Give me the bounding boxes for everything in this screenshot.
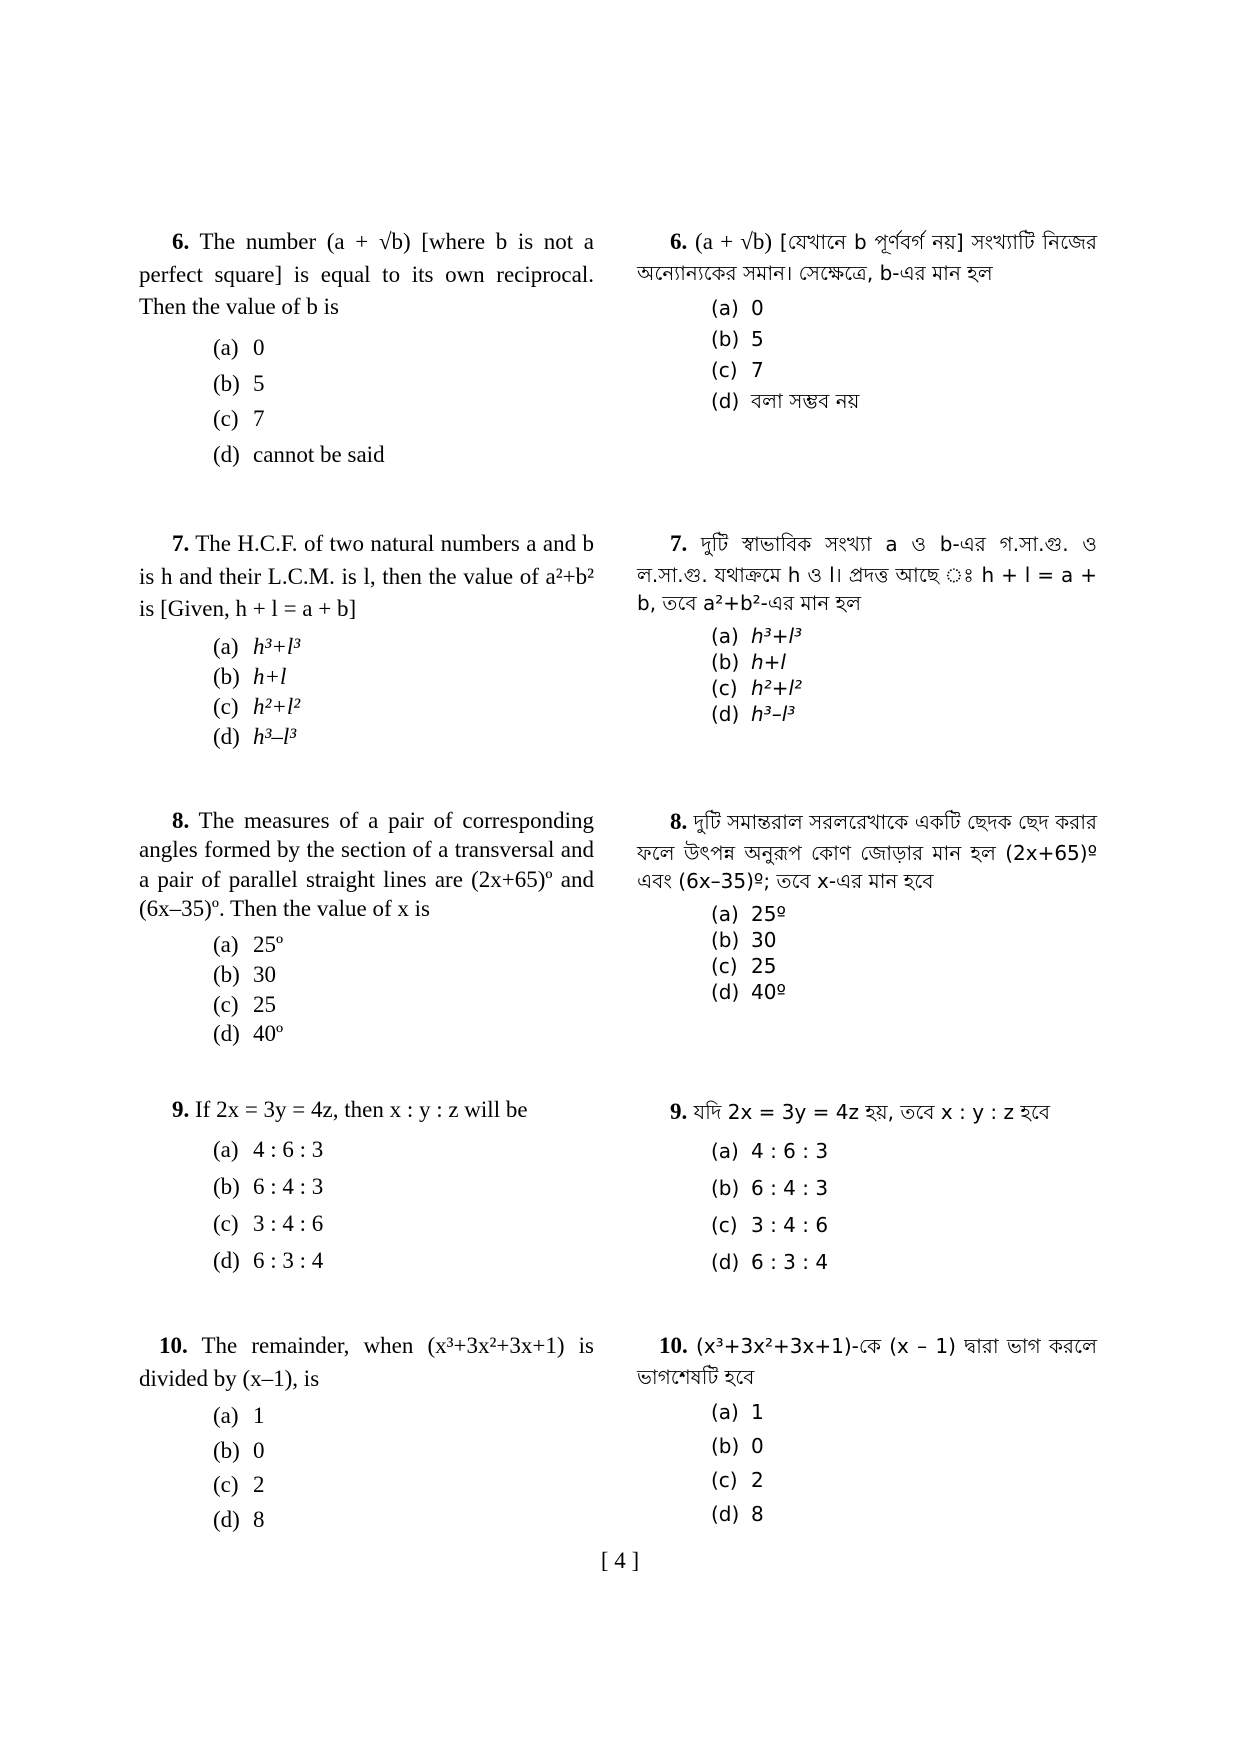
option: (a) 4 : 6 : 3 [711, 1138, 829, 1163]
options-list [213, 330, 594, 473]
option: (b) h+l [213, 663, 287, 689]
question-7-english [139, 528, 594, 752]
question-8-bengali-stem: 8. দুটি সমান্তরাল সরলরেখাকে একটি ছেদক ছেদ করার ফলে উৎপন্ন অনুরূপ কোণ জোড়ার মান হল (2x+65)º এবং (6x–35)º; তবে x-এর মান হবে [637, 809, 1097, 894]
question-number: 7. [172, 531, 190, 556]
option: (a) h³+l³ [213, 633, 301, 659]
option: (c) 3 : 4 : 6 [213, 1211, 324, 1237]
question-number: 8. [670, 809, 688, 834]
option: (d) 40º [213, 1021, 284, 1047]
question-7-bengali-stem: 7. দুটি স্বাভাবিক সংখ্যা a ও b-এর গ.সা.গু. ও ল.সা.গু. যথাক্রমে h ও l। প্রদত্ত আছে ঃ h + l = a + b, তবে a²+b²-এর মান হল [637, 531, 1097, 616]
option: (d) বলা সম্ভব নয় [711, 389, 860, 414]
option: (b) 5 [711, 327, 764, 352]
option: (c) 2 [711, 1468, 764, 1493]
options-list [213, 632, 594, 752]
math-expression: (a + √b) [695, 229, 773, 254]
option: (a) h³+l³ [711, 624, 803, 649]
option: (d) 6 : 3 : 4 [213, 1248, 324, 1274]
question-number: 9. [670, 1099, 688, 1124]
option: (a) 25º [711, 902, 786, 927]
option: (d) 6 : 3 : 4 [711, 1250, 829, 1275]
option: (c) 7 [213, 406, 265, 432]
option: (b) 0 [213, 1437, 265, 1463]
option: (c) 25 [213, 991, 276, 1017]
option: (b) 30 [711, 928, 777, 953]
option: (d) h³–l³ [711, 702, 796, 727]
options-list [213, 930, 594, 1050]
question-6-english-stem: 6. The number (a + √b) [where b is not a perfect square] is equal to its own reciprocal. Then the value of b is [139, 229, 595, 320]
question-9-english-stem: 9. If 2x = 3y = 4z, then x : y : z will be [172, 1097, 528, 1122]
option: (c) 25 [711, 954, 777, 979]
question-8-english [139, 806, 594, 1049]
option: (d) h³–l³ [213, 723, 297, 749]
question-number: 6. [670, 229, 688, 254]
option: (a) 4 : 6 : 3 [213, 1136, 324, 1162]
question-number: 10. [659, 1333, 688, 1358]
question-10-bengali-stem: 10. (x³+3x²+3x+1)-কে (x – 1) দ্বারা ভাগ করলে ভাগশেষটি হবে [637, 1333, 1097, 1389]
question-7-english-stem: 7. The H.C.F. of two natural numbers a and b is h and their L.C.M. is l, then the value of a²+b² is [Given, h + l = a + b] [139, 531, 594, 622]
question-9-bengali-stem: 9. যদি 2x = 3y = 4z হয়, তবে x : y : z হবে [670, 1099, 1051, 1124]
options-list [711, 293, 1097, 417]
options-list [213, 1399, 594, 1537]
question-number: 6. [172, 229, 190, 254]
option: (d) 8 [711, 1502, 764, 1527]
option: (c) 7 [711, 358, 764, 383]
option: (d) 40º [711, 980, 786, 1005]
page-number: [ 4 ] [600, 1548, 640, 1573]
question-10-bengali [637, 1330, 1097, 1531]
question-6-bengali [637, 226, 1097, 417]
question-10-english [139, 1330, 594, 1537]
option: (a) 0 [711, 296, 764, 321]
option: (a) 1 [213, 1403, 265, 1429]
question-9-bengali [637, 1096, 1097, 1281]
option: (d) cannot be said [213, 441, 385, 467]
option: (c) h²+l² [711, 676, 803, 701]
question-7-bengali [637, 528, 1097, 727]
options-list [711, 901, 1097, 1005]
option: (d) 8 [213, 1506, 265, 1532]
option: (b) h+l [711, 650, 786, 675]
question-8-english-stem: 8. The measures of a pair of corresponding angles formed by the section of a transversal and a pair of parallel straight lines are (2x+65)º and (6x–35)º. Then the value of x is [139, 808, 594, 922]
question-10-english-stem: 10. The remainder, when (x³+3x²+3x+1) is divided by (x–1), is [139, 1333, 594, 1391]
option: (b) 30 [213, 961, 276, 987]
option: (b) 6 : 4 : 3 [213, 1173, 324, 1199]
options-list [711, 1133, 1097, 1282]
option: (a) 1 [711, 1400, 764, 1425]
option: (c) 3 : 4 : 6 [711, 1213, 829, 1238]
option: (b) 6 : 4 : 3 [711, 1175, 829, 1200]
question-6-bengali-stem: 6. (a + √b) [যেখানে b পূর্ণবর্গ নয়] সংখ্যাটি নিজের অন্যোন্যকের সমান। সেক্ষেত্রে, b-এর মান হল [637, 229, 1097, 285]
options-list [213, 1131, 594, 1280]
math-expression: (a + √b) [326, 229, 411, 254]
option: (c) h²+l² [213, 693, 301, 719]
question-number: 10. [159, 1333, 188, 1358]
options-list [711, 1395, 1097, 1531]
question-number: 8. [172, 808, 190, 833]
question-6-english [139, 226, 594, 473]
option: (c) 2 [213, 1472, 265, 1498]
options-list [711, 623, 1097, 727]
option: (a) 0 [213, 334, 265, 360]
option: (b) 5 [213, 370, 265, 396]
option: (a) 25º [213, 931, 284, 957]
question-9-english [139, 1094, 594, 1280]
question-number: 7. [670, 531, 688, 556]
question-number: 9. [172, 1097, 190, 1122]
option: (b) 0 [711, 1434, 764, 1459]
question-8-bengali [637, 806, 1097, 1005]
